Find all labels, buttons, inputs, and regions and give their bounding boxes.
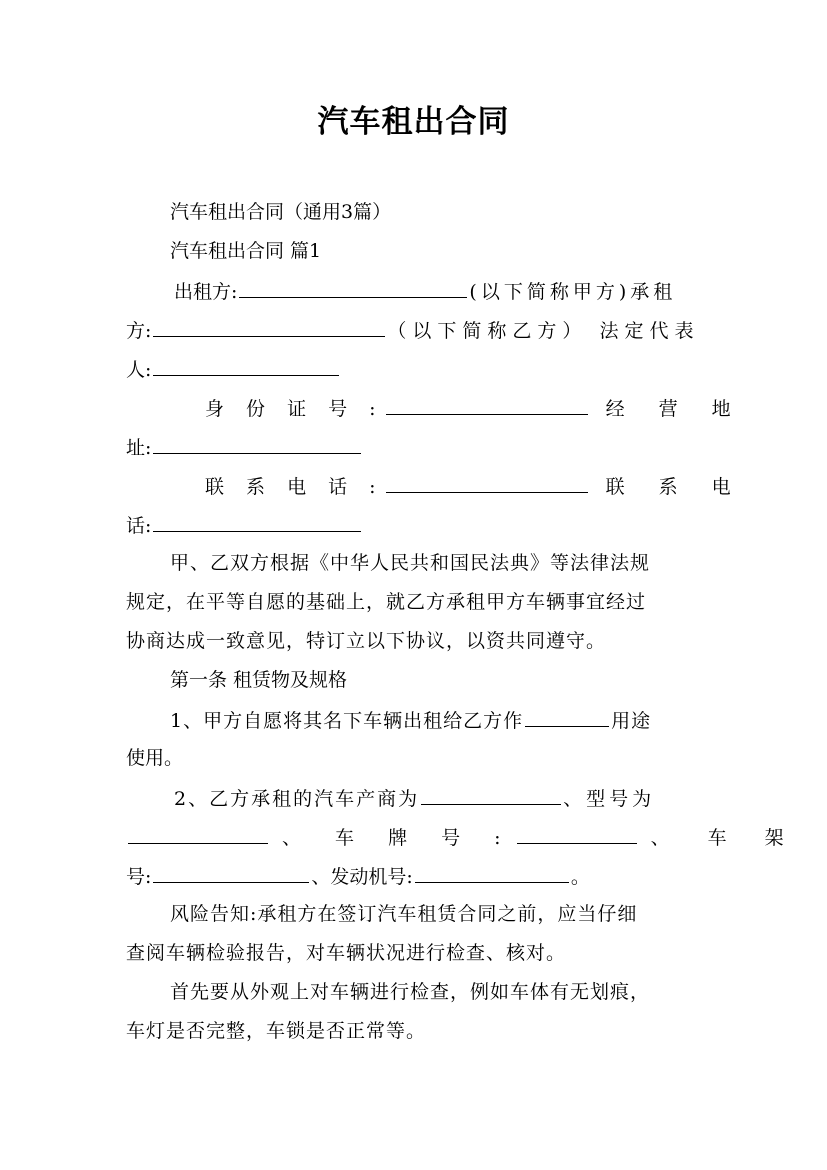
phone-label-2: 联 系 电	[605, 476, 745, 498]
lessor-line	[174, 277, 676, 305]
frame-label-cont: 号:	[126, 866, 152, 888]
lessee-label: 方:	[126, 320, 152, 342]
lessor-blank	[239, 277, 467, 298]
purpose-suffix: 用途	[611, 710, 652, 732]
address-label: 经 营 地	[605, 398, 745, 420]
model-label: 、型号为	[563, 788, 656, 810]
phone-label-2-cont: 话:	[126, 515, 152, 537]
purpose-text: 1、甲方自愿将其名下车辆出租给乙方作	[170, 710, 524, 732]
frame-label: 、 车 架	[650, 827, 800, 849]
maker-blank	[421, 784, 561, 805]
frame-line	[126, 862, 590, 890]
engine-blank	[415, 862, 569, 883]
paragraph-line: 首先要从外观上对车辆进行检查，例如车体有无划痕，	[170, 981, 651, 1003]
model-blank	[128, 823, 268, 844]
maker-line	[174, 784, 655, 812]
article-heading: 第一条 租赁物及规格	[170, 669, 348, 691]
section-heading: 汽车租出合同 篇1	[170, 240, 322, 262]
address-line	[126, 433, 363, 461]
lessor-note: (以下简称甲方)承租	[469, 281, 677, 303]
rep-line	[126, 355, 341, 383]
plate-line	[126, 823, 800, 851]
address-label-cont: 址:	[126, 437, 152, 459]
purpose-blank	[525, 706, 609, 727]
lessee-line	[126, 316, 699, 344]
paragraph-line: 协商达成一致意见，特订立以下协议，以资共同遵守。	[126, 630, 607, 652]
lessee-note: （以下简称乙方） 法定代表	[387, 320, 700, 342]
rep-label: 人:	[126, 359, 152, 381]
plate-label: 、 车 牌 号 :	[282, 827, 515, 849]
phone-label: 联 系 电 话 :	[205, 476, 384, 498]
paragraph-line: 车灯是否完整，车锁是否正常等。	[126, 1020, 427, 1042]
frame-blank	[153, 862, 309, 883]
rep-blank	[153, 355, 339, 376]
engine-label: 、发动机号:	[311, 866, 413, 888]
phone-blank	[386, 472, 588, 493]
paragraph-line: 风险告知:承租方在签订汽车租赁合同之前，应当仔细	[170, 903, 638, 925]
lessor-label: 出租方:	[174, 281, 238, 303]
document-title: 汽车租出合同	[317, 104, 510, 140]
phone-line	[205, 472, 745, 500]
purpose-line-cont: 使用。	[126, 747, 184, 769]
id-blank	[386, 394, 588, 415]
end-period: 。	[570, 866, 590, 888]
id-line	[205, 394, 745, 422]
address-blank	[153, 433, 361, 454]
purpose-line	[170, 706, 651, 734]
phone-line-2	[126, 511, 363, 539]
maker-label: 2、乙方承租的汽车产商为	[174, 788, 420, 810]
paragraph-line: 查阅车辆检验报告，对车辆状况进行检查、核对。	[126, 942, 567, 964]
id-label: 身 份 证 号 :	[205, 398, 384, 420]
lessee-blank	[153, 316, 385, 337]
phone-blank-2	[153, 511, 361, 532]
subtitle-line: 汽车租出合同（通用3篇）	[170, 201, 392, 223]
paragraph-line: 规定，在平等自愿的基础上，就乙方承租甲方车辆事宜经过	[126, 591, 647, 613]
paragraph-line: 甲、乙双方根据《中华人民共和国民法典》等法律法规	[170, 552, 651, 574]
plate-blank	[517, 823, 637, 844]
